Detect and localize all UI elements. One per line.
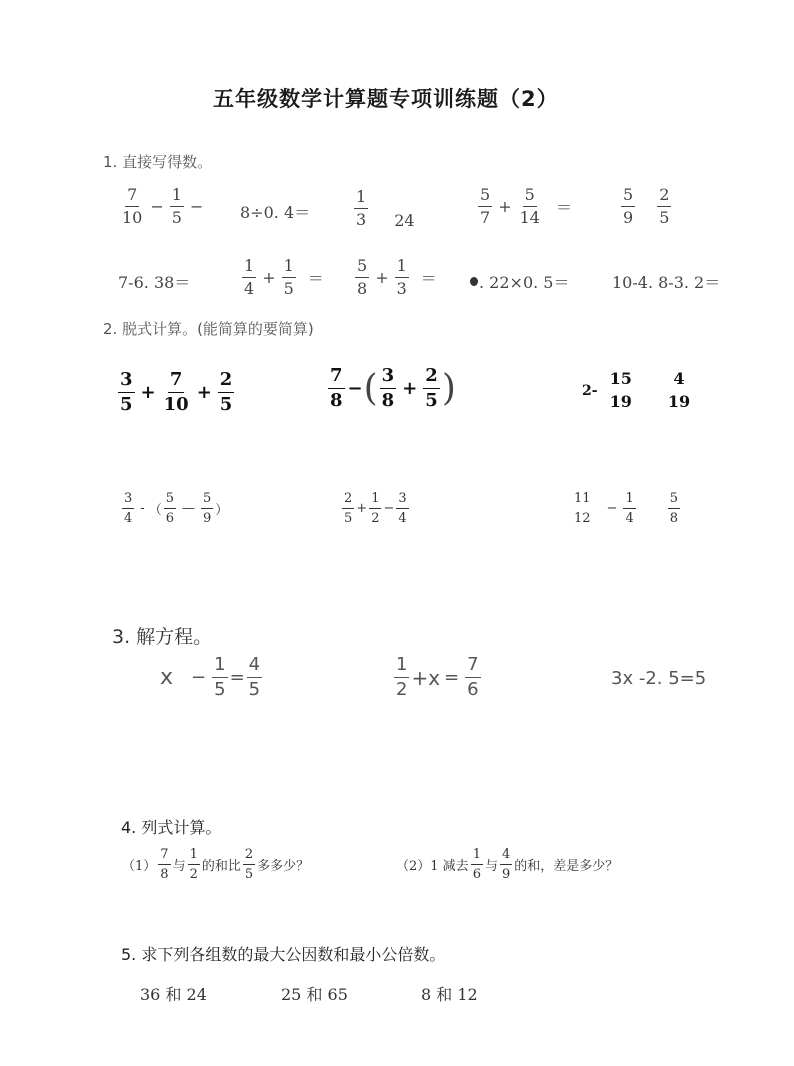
den: 9: [202, 511, 212, 526]
s2-r1-b: [326, 367, 456, 410]
ink-blot: [470, 277, 478, 286]
den: 8: [330, 390, 343, 411]
s1-r2-a: 7-6. 38＝: [118, 273, 191, 292]
den: 7: [480, 208, 491, 227]
num: 7: [168, 371, 185, 393]
s1-r2-c: [353, 258, 441, 297]
num: 1: [170, 187, 184, 207]
equals: =: [229, 667, 245, 688]
num: 3: [118, 371, 135, 393]
operator: −: [347, 378, 363, 399]
s1-r2-d: [470, 270, 569, 293]
text: 的和，差是多少？: [514, 859, 619, 874]
s1-r1-e: [619, 187, 673, 226]
expression: . 22×0. 5＝: [479, 273, 570, 292]
num: 2: [243, 848, 255, 865]
num: 1: [471, 848, 483, 865]
operator: +: [498, 197, 512, 216]
label: （1）: [122, 859, 157, 874]
num: 1: [369, 492, 381, 509]
text: 的和比: [201, 859, 241, 874]
s1-r1-c: [352, 187, 415, 230]
s1-r2-e: 10-4. 8-3. 2＝: [612, 273, 721, 292]
page-title: 五年级数学计算题专项训练题（2）: [213, 87, 559, 111]
num: 1: [282, 258, 296, 278]
num: 5: [668, 492, 680, 509]
den: 5: [244, 867, 254, 882]
s3-eq-a: [160, 656, 264, 699]
s1-r2-b: [240, 258, 328, 297]
num: 7: [158, 848, 170, 865]
section-2-heading: 2. 脱式计算。(能简算的要简算): [103, 320, 314, 338]
right-paren: ）: [215, 503, 229, 518]
num: 4: [673, 369, 685, 388]
num: 5: [201, 492, 213, 509]
den: 8: [357, 279, 368, 298]
operator: —: [181, 501, 195, 516]
num: 3: [122, 492, 134, 509]
num: 2: [423, 367, 440, 389]
s4-q1: [122, 848, 309, 881]
den: 4: [124, 511, 133, 526]
num: 1: [188, 848, 200, 865]
s2-r2-b: [340, 492, 411, 525]
num: 15: [609, 369, 632, 388]
num: 2: [657, 187, 671, 207]
den: 2: [396, 679, 408, 700]
den: 12: [574, 511, 591, 526]
num: 1: [394, 656, 409, 678]
operator: +: [140, 382, 156, 403]
operator: −: [189, 197, 204, 216]
den: 5: [214, 679, 226, 700]
den: 4: [625, 511, 634, 526]
num: 5: [523, 187, 537, 207]
s4-q2: [396, 848, 618, 881]
s5-item-1: 36 和 24: [140, 985, 207, 1004]
den: 6: [472, 867, 481, 882]
den: 6: [165, 511, 174, 526]
den: 8: [160, 867, 169, 882]
num: 1: [212, 656, 227, 678]
den: 14: [519, 208, 540, 227]
den: 6: [467, 679, 479, 700]
den: 9: [623, 208, 634, 227]
s1-r1-a: [118, 187, 207, 226]
text: 与: [172, 859, 186, 874]
s2-r2-a: [120, 492, 228, 525]
label: （2）1 减去: [396, 859, 469, 874]
num: 11: [574, 491, 591, 506]
equals: ＝: [420, 269, 437, 288]
operator: +: [375, 268, 389, 287]
equals: =: [444, 667, 460, 688]
lead: 2-: [582, 382, 598, 399]
num: 1: [623, 492, 635, 509]
den: 5: [219, 394, 233, 415]
num: 5: [478, 187, 492, 207]
den: 5: [248, 679, 261, 700]
num: 7: [465, 656, 480, 678]
num: 1: [242, 258, 256, 278]
s3-eq-c: 3x -2. 5=5: [611, 668, 707, 689]
num: 7: [125, 187, 139, 207]
section-3-heading: 3. 解方程。: [112, 626, 213, 648]
section-5-heading: 5. 求下列各组数的最大公因数和最小公倍数。: [121, 945, 446, 964]
den: 19: [667, 392, 691, 411]
num: 4: [247, 656, 262, 678]
operator: +: [196, 382, 212, 403]
num: 5: [355, 258, 369, 278]
den: 10: [163, 394, 189, 415]
operator: −: [191, 667, 207, 688]
text: 与: [484, 859, 498, 874]
num: 3: [396, 492, 408, 509]
den: 4: [244, 279, 255, 298]
den: 3: [356, 210, 367, 229]
num: 2: [342, 492, 354, 509]
den: 5: [283, 279, 294, 298]
operator: −: [606, 501, 618, 516]
num: 1: [395, 258, 409, 278]
num: 3: [380, 367, 397, 389]
num: 4: [500, 848, 512, 865]
operator: +x: [411, 665, 441, 690]
operator: +: [356, 501, 368, 516]
den: 4: [398, 511, 407, 526]
left-paren: （: [148, 503, 162, 518]
den: 10: [122, 208, 143, 227]
s2-r1-a: [116, 371, 236, 414]
section-4-heading: 4. 列式计算。: [121, 818, 222, 837]
num: 5: [164, 492, 176, 509]
den: 2: [371, 511, 380, 526]
left-paren: (: [363, 367, 378, 409]
operator: −: [383, 501, 395, 516]
num: 5: [621, 187, 635, 207]
s1-r1-d: [476, 187, 576, 226]
den: 8: [381, 390, 395, 411]
den: 3: [396, 279, 407, 298]
s3-eq-b: [392, 656, 483, 699]
right-paren: ): [441, 367, 456, 409]
operator: −: [150, 197, 164, 216]
operator: -: [140, 501, 145, 516]
num: 2: [218, 371, 235, 393]
equals: ＝: [307, 269, 324, 288]
den: 5: [659, 208, 670, 227]
den: 5: [344, 511, 353, 526]
equals: ＝: [555, 198, 572, 217]
s5-item-2: 25 和 65: [281, 985, 348, 1004]
den: 9: [501, 867, 511, 882]
text: 多多少？: [257, 859, 310, 874]
s1-r1-b: 8÷0. 4＝: [240, 203, 311, 222]
den: 2: [189, 867, 198, 882]
num: 1: [354, 189, 368, 209]
den: 8: [669, 511, 679, 526]
value: 24: [394, 211, 415, 230]
den: 19: [609, 392, 632, 411]
operator: +: [402, 378, 418, 399]
den: 5: [171, 208, 182, 227]
operator: +: [262, 268, 276, 287]
num: 7: [328, 367, 345, 389]
section-1-heading: 1. 直接写得数。: [103, 153, 213, 171]
den: 5: [120, 394, 133, 415]
s5-item-3: 8 和 12: [421, 985, 478, 1004]
variable: x: [160, 665, 174, 690]
s2-r1-c: [582, 371, 694, 410]
s2-r2-c: [570, 492, 682, 525]
den: 5: [425, 390, 438, 411]
